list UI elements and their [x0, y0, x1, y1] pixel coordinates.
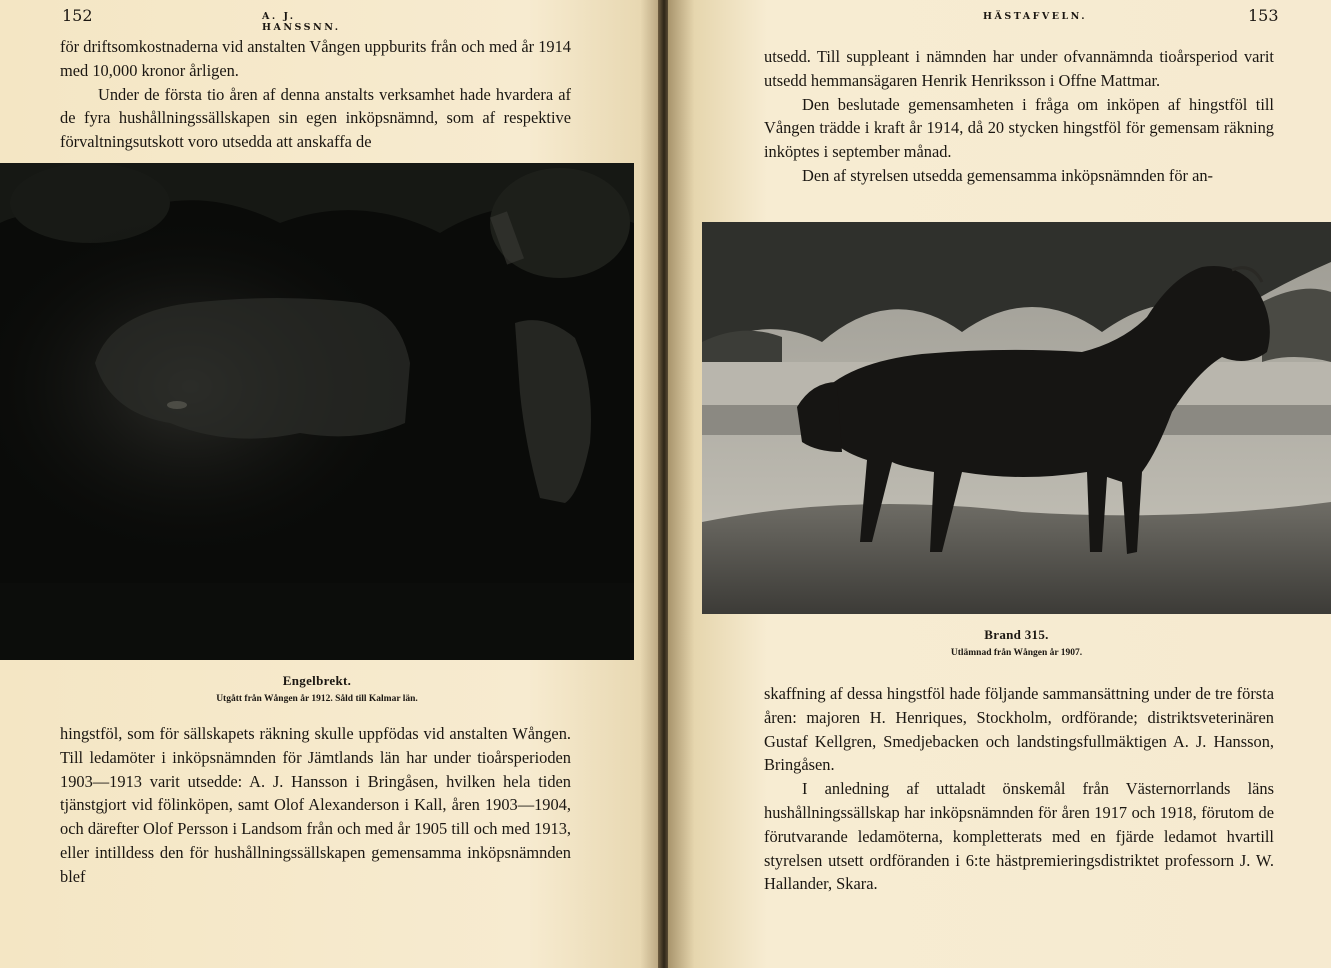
page-number: 152: [62, 6, 93, 25]
running-head: A. J. HANSSNN.: [262, 11, 341, 33]
right-top-text: [764, 45, 1274, 188]
paragraph: hingstföl, som för sällskapets räkning skulle uppfödas vid anstalten Wången. Till ledamöter i inköpsnämnden för Jämtlands län har under tioårsperioden 1903—1913 varit utsedde: A. J. Hansson i Bringåsen, hvilken hela tiden tjänstgjort vid fölinköpen, samt Olof Alexanderson i Kall, åren 1903—1904, och därefter Olof Persson i Landsom från och med år 1905 till och med 1913, eller intilldess den för hushållningssällskapen gemensamma inköpsnämnden blef: [60, 724, 571, 886]
paragraph: utsedd. Till suppleant i nämnden har under ofvannämnda tioårsperiod varit utsedd hemmansägaren Henrik Henriksson i Offne Mattmar.: [764, 47, 1274, 90]
running-head: HÄSTAFVELN.: [983, 11, 1088, 22]
horse-photo-brand: [702, 222, 1331, 614]
caption-title: Brand 315.: [984, 627, 1049, 642]
paragraph: I anledning af uttaladt önskemål från Västernorrlands läns hushållningssällskap har inköpsnämnden för åren 1917 och 1918, förutom de förutvarande ledamöterna, kompletterats med en fjärde ledamot hvartill styrelsen utsett ordföranden i 6:te hästpremieringsdistriktet professorn J. W. Hallander, Skara.: [764, 779, 1274, 894]
left-top-text: [60, 35, 571, 154]
paragraph: Den af styrelsen utsedda gemensamma inköpsnämnden för an-: [802, 165, 1214, 185]
page-number: 153: [1248, 6, 1279, 25]
paragraph: skaffning af dessa hingstföl hade följande sammansättning under de tre första åren: majoren H. Henriques, Stockholm, ordförande; distriktsveterinären Gustaf Kellgren, Smedjebacken och landstingsfullmäktigen A. J. Hansson, Bringåsen.: [764, 684, 1274, 775]
caption-subtitle: Utlämnad från Wången år 1907.: [950, 648, 1083, 658]
caption-title: Engelbrekt.: [282, 673, 352, 688]
photo-caption: [0, 673, 634, 704]
right-page: [668, 0, 1331, 968]
paragraph: för driftsomkostnaderna vid anstalten Vången uppburits från och med år 1914 med 10,000 kronor årligen.: [60, 37, 571, 80]
caption-subtitle: Utgått från Wången år 1912. Såld till Kalmar län.: [216, 694, 418, 704]
left-page: [0, 0, 660, 968]
paragraph: Den beslutade gemensamheten i fråga om inköpen af hingstföl till Vången trädde i kraft år 1914, då 20 stycken hingstföl för gemensam räkning inköptes i september månad.: [764, 94, 1274, 162]
photo-caption: [702, 627, 1331, 658]
left-bottom-text: [60, 722, 571, 889]
paragraph: Under de första tio åren af denna anstalts verksamhet hade hvardera af de fyra hushållningssällskapen sin egen inköpsnämnd, som af respektive förvaltningsutskott voro utsedda att anskaffa de: [60, 84, 571, 152]
horse-photo-engelbrekt: [0, 163, 634, 660]
right-bottom-text: [764, 682, 1274, 896]
